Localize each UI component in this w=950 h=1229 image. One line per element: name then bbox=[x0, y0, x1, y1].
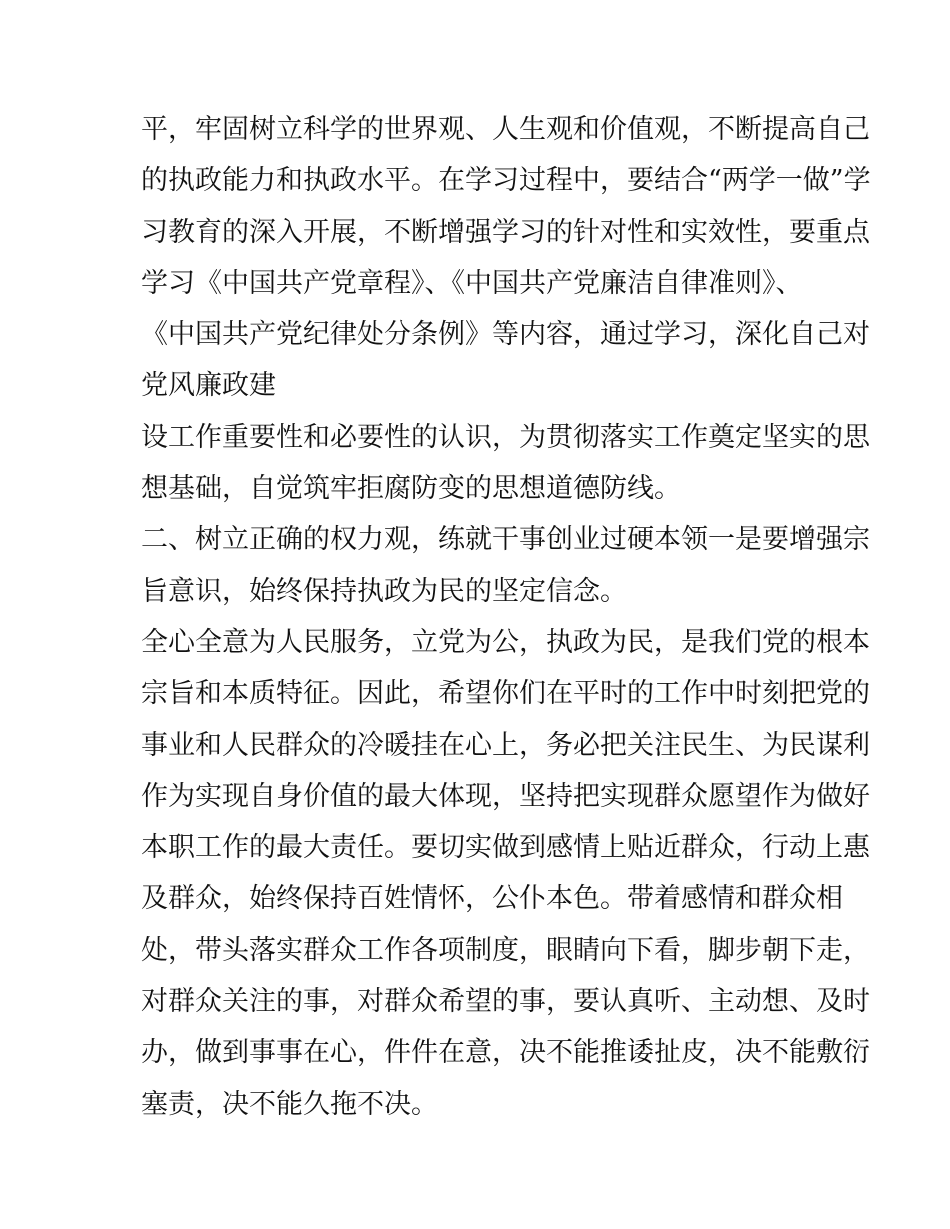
text-line: 的执政能力和执政水平。在学习过程中，要结合“两学一做”学 bbox=[141, 165, 871, 197]
text-line: 本职工作的最大责任。要切实做到感情上贴近群众，行动上惠 bbox=[141, 832, 870, 864]
text-line: 《中国共产党纪律处分条例》等内容，通过学习，深化自己对 bbox=[141, 319, 870, 351]
text-line: 设工作重要性和必要性的认识，为贯彻落实工作奠定坚实的思 bbox=[141, 421, 870, 453]
text-line: 旨意识，始终保持执政为民的坚定信念。 bbox=[141, 575, 627, 607]
text-line: 想基础，自觉筑牢拒腐防变的思想道德防线。 bbox=[141, 473, 681, 505]
section-heading-line: 二、树立正确的权力观，练就干事创业过硬本领一是要增强宗 bbox=[141, 524, 870, 556]
text-line: 处，带头落实群众工作各项制度，眼睛向下看，脚步朝下走， bbox=[141, 934, 870, 966]
text-line: 党风廉政建 bbox=[141, 370, 276, 402]
text-line: 及群众，始终保持百姓情怀，公仆本色。带着感情和群众相 bbox=[141, 883, 843, 915]
text-line: 对群众关注的事，对群众希望的事，要认真听、主动想、及时 bbox=[141, 986, 870, 1018]
body-text bbox=[141, 104, 871, 1130]
text-line: 办，做到事事在心，件件在意，决不能推诿扯皮，决不能敷衍 bbox=[141, 1037, 870, 1069]
text-line: 事业和人民群众的冷暖挂在心上，务必把关注民生、为民谋利 bbox=[141, 729, 870, 761]
text-line: 学习《中国共产党章程》、《中国共产党廉洁自律准则》、 bbox=[141, 267, 803, 299]
text-line: 塞责，决不能久拖不决。 bbox=[141, 1088, 438, 1120]
text-line: 习教育的深入开展，不断增强学习的针对性和实效性，要重点 bbox=[141, 216, 870, 248]
text-line: 宗旨和本质特征。因此，希望你们在平时的工作中时刻把党的 bbox=[141, 678, 870, 710]
text-line: 作为实现自身价值的最大体现，坚持把实现群众愿望作为做好 bbox=[141, 780, 870, 812]
text-line: 平，牢固树立科学的世界观、人生观和价值观，不断提高自己 bbox=[141, 114, 870, 145]
text-line: 全心全意为人民服务，立党为公，执政为民，是我们党的根本 bbox=[141, 626, 870, 658]
